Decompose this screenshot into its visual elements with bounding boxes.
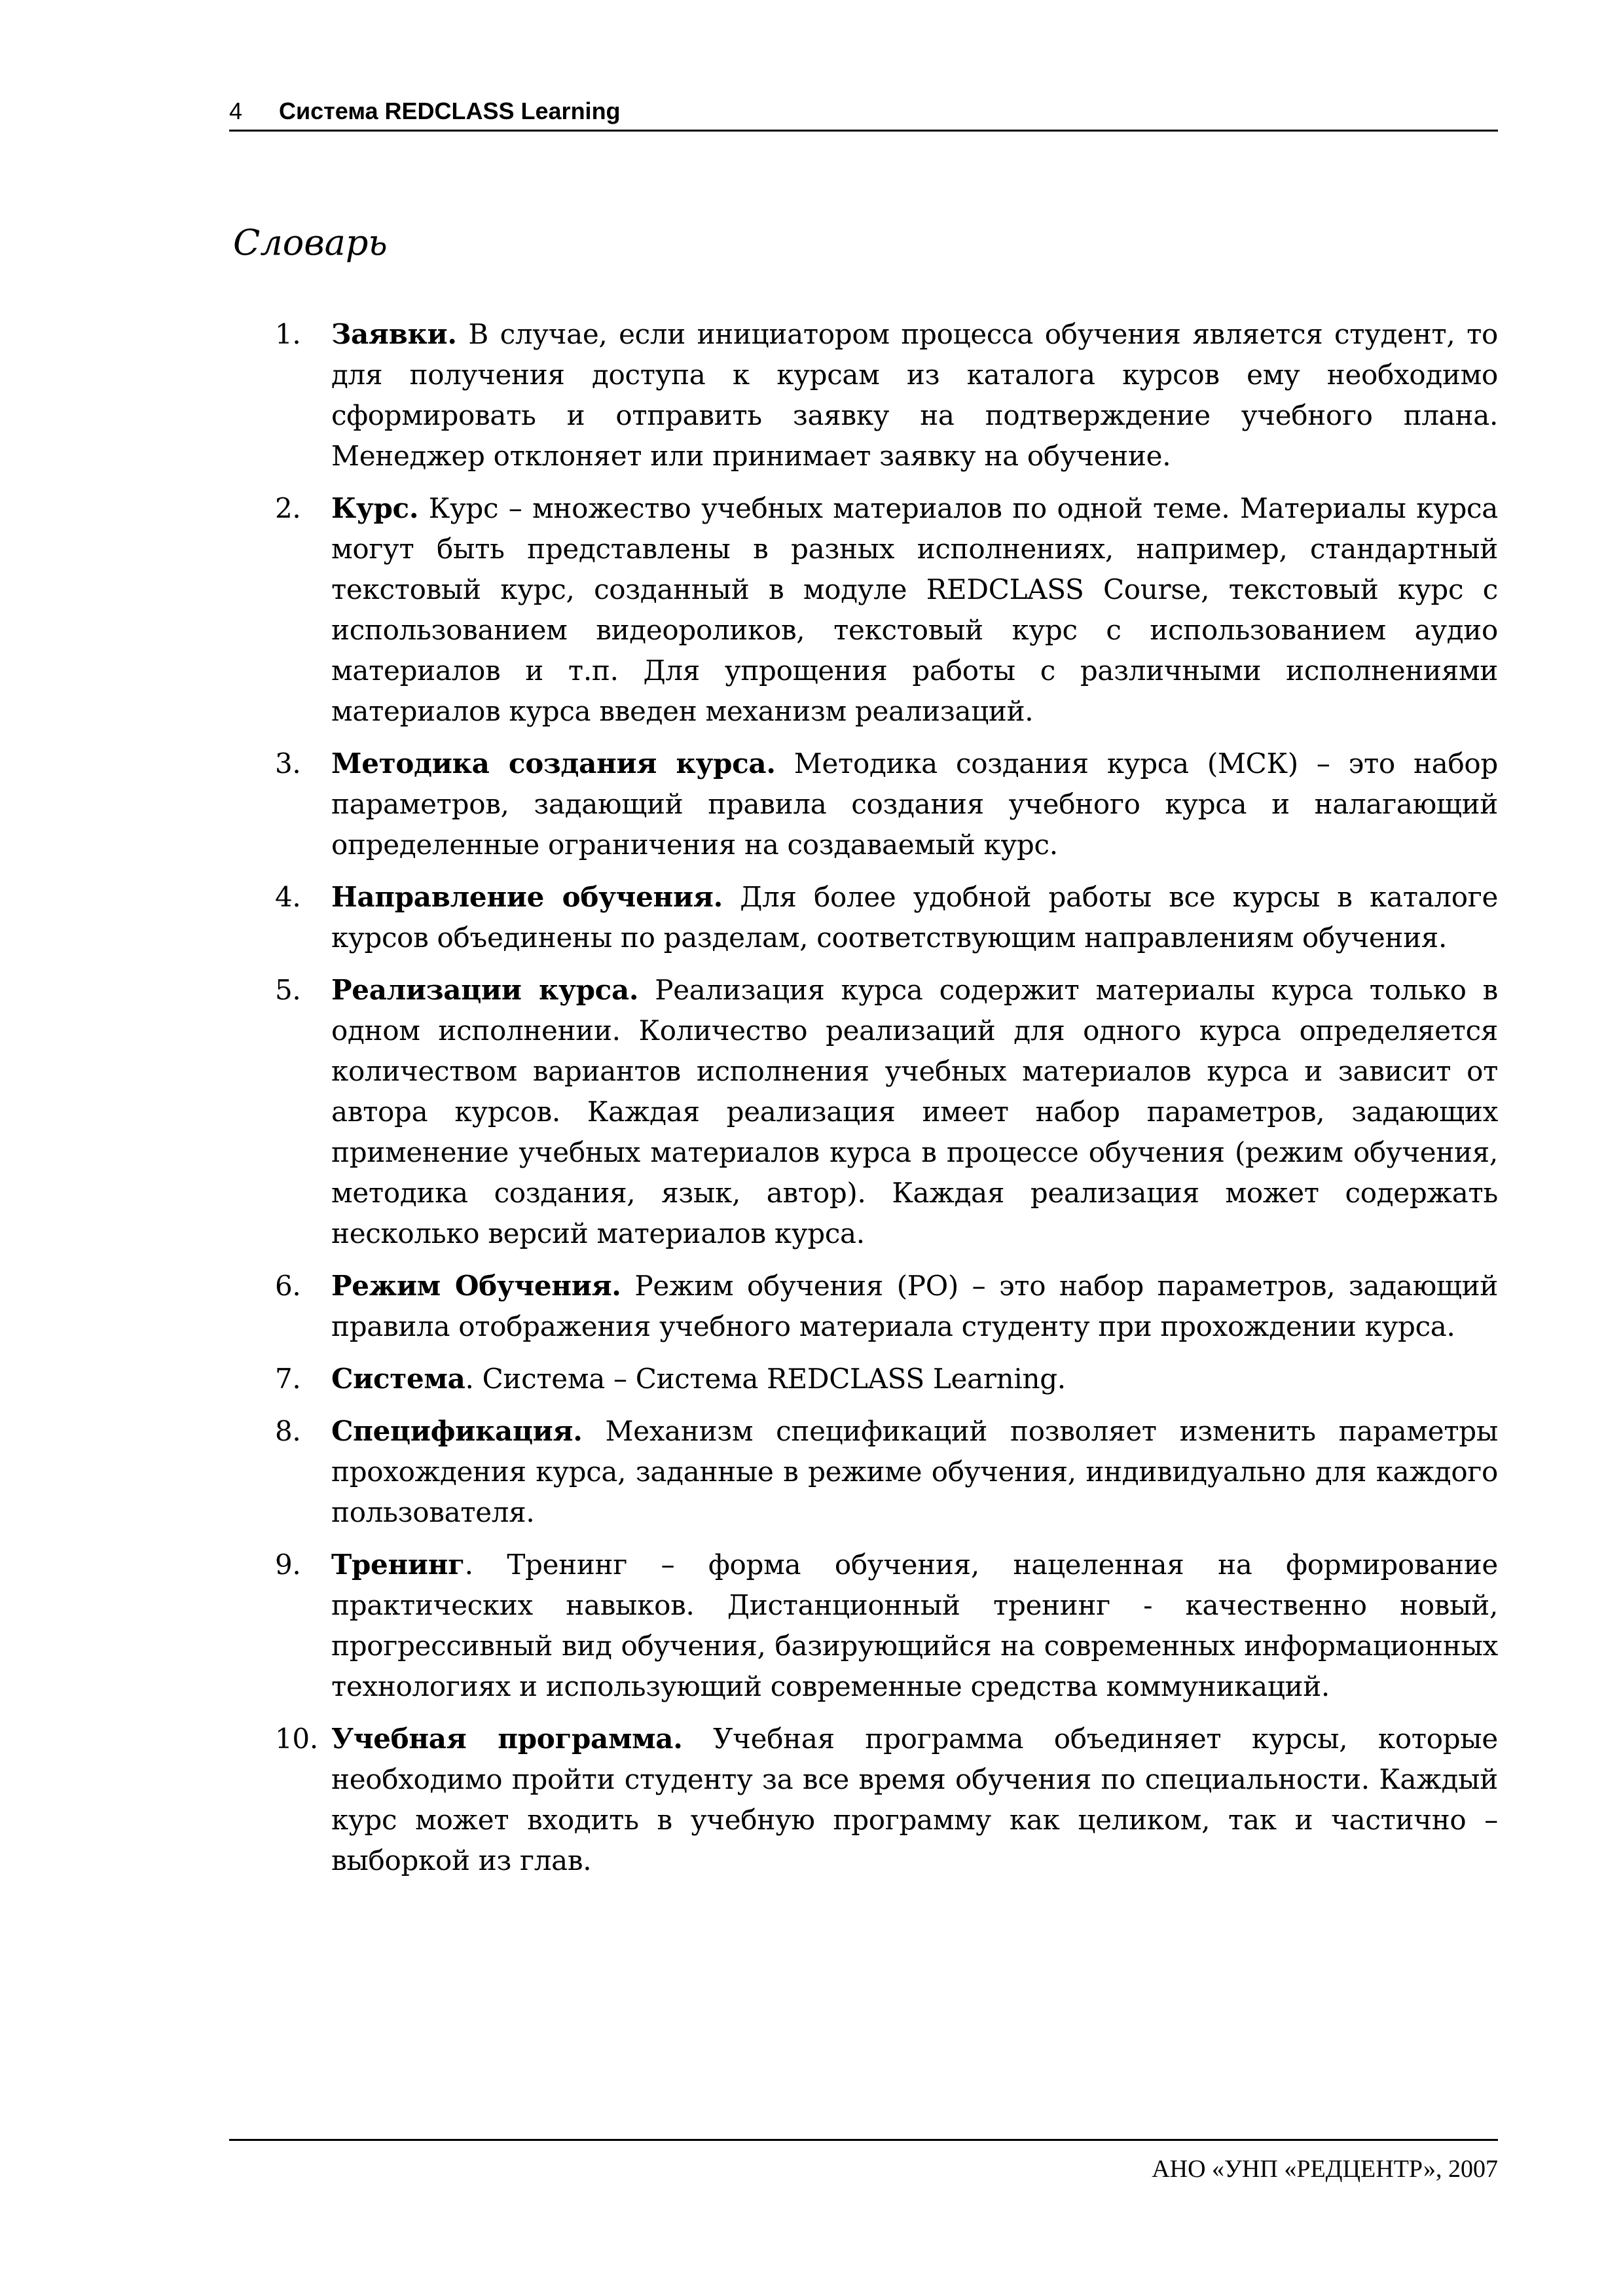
item-term: Система xyxy=(331,1363,465,1395)
item-number: 9. xyxy=(275,1549,301,1581)
item-term: Спецификация. xyxy=(331,1415,583,1447)
item-definition: Методика создания курса (МСК) – это набор параметров, задающий правила создания учебного курса и налагающий определенные ограничения на создаваемый курс. xyxy=(331,747,1499,861)
page-header xyxy=(229,97,1498,132)
page-number: 4 xyxy=(229,98,243,124)
item-term: Тренинг xyxy=(331,1549,465,1581)
item-number: 4. xyxy=(275,881,301,913)
glossary-list xyxy=(275,314,1498,1893)
section-title: Словарь xyxy=(233,222,388,263)
running-title: Система REDCLASS Learning xyxy=(279,98,621,124)
item-definition: Для более удобной работы все курсы в каталоге курсов объединены по разделам, соответствующим направлениям обучения. xyxy=(331,881,1498,954)
item-term: Заявки. xyxy=(331,318,457,350)
glossary-item xyxy=(275,1545,1498,1707)
item-definition: Режим обучения (РО) – это набор параметров, задающий правила отображения учебного материала студенту при прохождении курса. xyxy=(331,1270,1499,1342)
item-definition: . Тренинг – форма обучения, нацеленная на формирование практических навыков. Дистанционный тренинг - качественно новый, прогрессивный вид обучения, базирующийся на современных информационных технологиях и использующий современные средства коммуникаций. xyxy=(331,1549,1498,1702)
item-term: Методика создания курса. xyxy=(331,747,776,780)
item-number: 8. xyxy=(275,1415,301,1447)
glossary-item xyxy=(275,1266,1498,1347)
item-number: 1. xyxy=(275,318,301,350)
glossary-item xyxy=(275,314,1498,476)
item-definition: . Система – Система REDCLASS Learning. xyxy=(465,1363,1066,1395)
glossary-item xyxy=(275,1719,1498,1881)
item-term: Режим Обучения. xyxy=(331,1270,621,1302)
item-definition: Учебная программа объединяет курсы, которые необходимо пройти студенту за все время обучения по специальности. Каждый курс может входить в учебную программу как целиком, так и частично – выборкой из глав. xyxy=(331,1723,1498,1876)
footer-text: АНО «УНП «РЕДЦЕНТР», 2007 xyxy=(1152,2155,1498,2183)
page-footer xyxy=(229,2139,1498,2184)
glossary-item xyxy=(275,1411,1498,1533)
item-number: 7. xyxy=(275,1363,301,1395)
item-number: 5. xyxy=(275,974,301,1006)
glossary-item xyxy=(275,744,1498,865)
glossary-item xyxy=(275,877,1498,958)
item-number: 10. xyxy=(275,1723,318,1755)
glossary-item xyxy=(275,970,1498,1254)
item-definition: Курс – множество учебных материалов по одной теме. Материалы курса могут быть представлены в разных исполнениях, например, стандартный текстовый курс, созданный в модуле REDCLASS Course, текстовый курс с использованием видеороликов, текстовый курс с использованием аудио материалов и т.п. Для упрощения работы с различными исполнениями материалов курса введен механизм реализаций. xyxy=(331,492,1498,727)
item-term: Курс. xyxy=(331,492,419,524)
glossary-item xyxy=(275,488,1498,732)
item-number: 2. xyxy=(275,492,301,524)
item-number: 3. xyxy=(275,747,301,780)
item-definition: Реализация курса содержит материалы курса только в одном исполнении. Количество реализаций для одного курса определяется количеством вариантов исполнения учебных материалов курса и зависит от автора курсов. Каждая реализация имеет набор параметров, задающих применение учебных материалов курса в процессе обучения (режим обучения, методика создания, язык, автор). Каждая реализация может содержать несколько версий материалов курса. xyxy=(331,974,1498,1249)
item-term: Направление обучения. xyxy=(331,881,723,913)
item-term: Реализации курса. xyxy=(331,974,639,1006)
item-definition: В случае, если инициатором процесса обучения является студент, то для получения доступа к курсам из каталога курсов ему необходимо сформировать и отправить заявку на подтверждение учебного плана. Менеджер отклоняет или принимает заявку на обучение. xyxy=(331,318,1498,472)
item-definition: Механизм спецификаций позволяет изменить параметры прохождения курса, заданные в режиме обучения, индивидуально для каждого пользователя. xyxy=(331,1415,1498,1528)
glossary-item xyxy=(275,1359,1498,1399)
item-term: Учебная программа. xyxy=(331,1723,683,1755)
item-number: 6. xyxy=(275,1270,301,1302)
